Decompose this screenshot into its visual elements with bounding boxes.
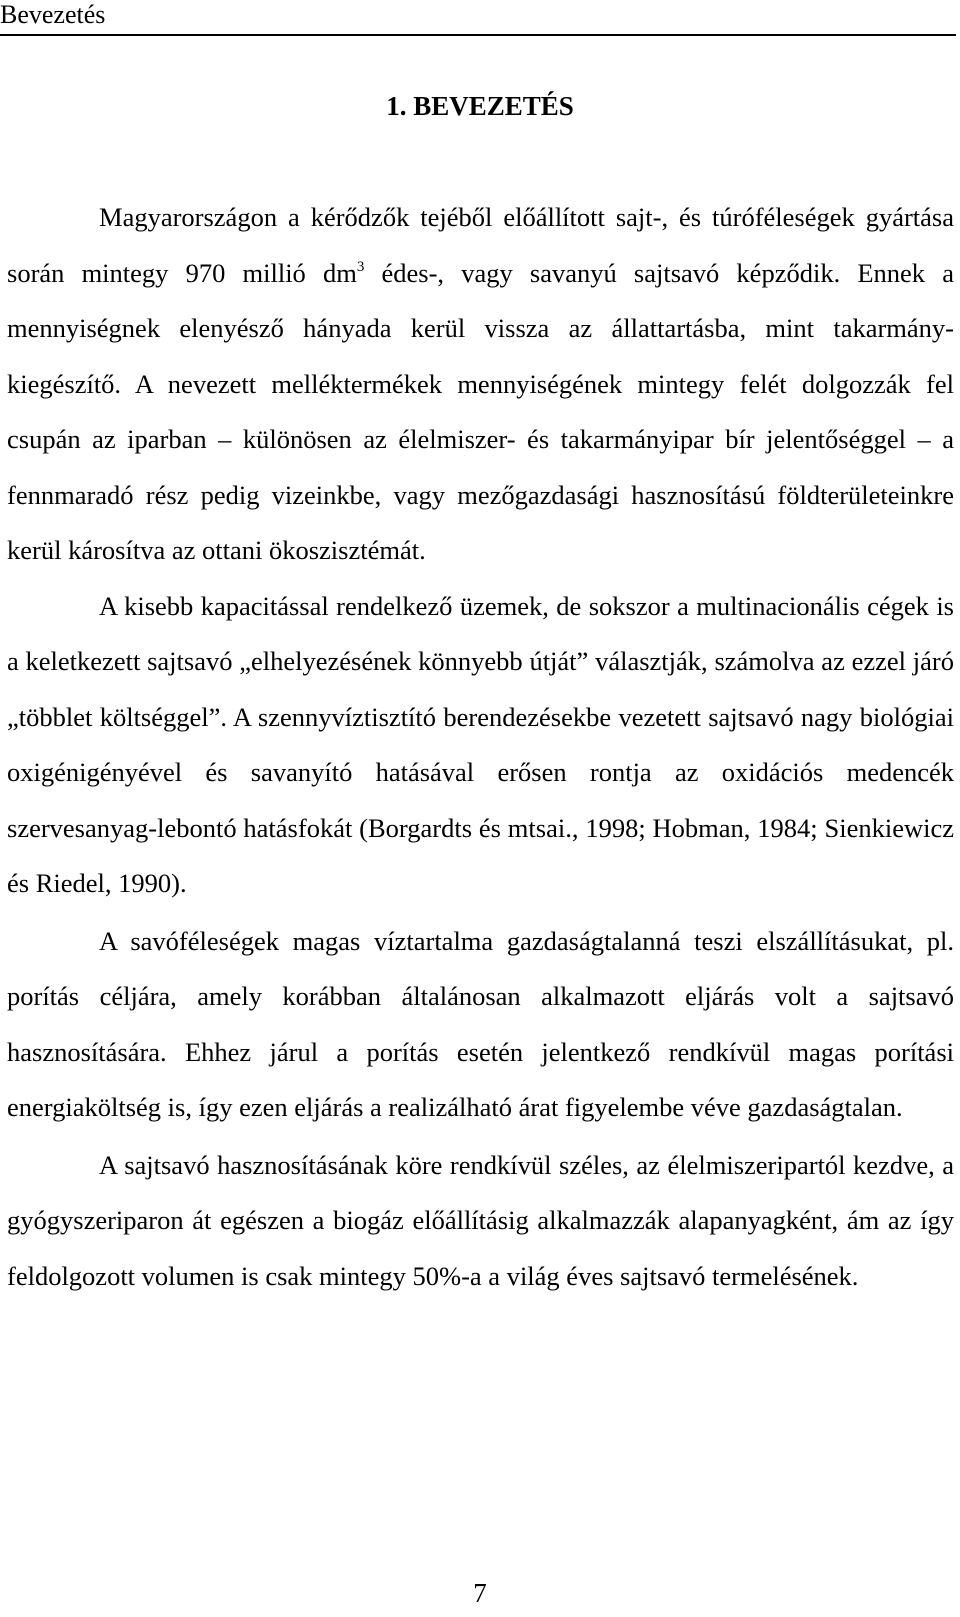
paragraph-2: A kisebb kapacitással rendelkező üzemek, de sokszor a multinacionális cégek is a keletkezett sajtsavó „elhelyezésének könnyebb útját” választják, számolva az ezzel járó „többlet költséggel”. A szennyvíztisztító berendezésekbe vezetett sajtsavó nagy biológiai oxigénigényével és savanyító hatásával erősen rontja az oxidációs medencék szervesanyag-lebontó hatásfokát (Borgardts és mtsai., 1998; Hobman, 1984; Sienkiewicz és Riedel, 1990). <box>7 590 954 898</box>
body-text <box>7 190 954 1304</box>
chapter-title: 1. BEVEZETÉS <box>386 91 574 121</box>
paragraph-1-text-a: Magyarországon a kérődzők tejéből előállított sajt-, és túróféleségek gyártása során mintegy 970 millió dm <box>7 202 954 288</box>
paragraph-1 <box>7 190 954 579</box>
paragraph-1-text-b: édes-, vagy savanyú sajtsavó képződik. Ennek a mennyiségnek elenyésző hányada kerül vissza az állattartásba, mint takarmány-kiegészítő. A nevezett melléktermékek mennyiségének mintegy felét dolgozzák fel csupán az iparban – különösen az élelmiszer- és takarmányipar bír jelentőséggel – a fennmaradó rész pedig vizeinkbe, vagy mezőgazdasági hasznosítású földterületeinkre kerül károsítva az ottani ökoszisztémát. <box>7 257 954 565</box>
paragraph-4: A sajtsavó hasznosításának köre rendkívül széles, az élelmiszeripartól kezdve, a gyógyszeriparon át egészen a biogáz előállításig alkalmazzák alapanyagként, ám az így feldolgozott volumen is csak mintegy 50%-a a világ éves sajtsavó termelésének. <box>7 1149 954 1291</box>
header-divider <box>0 34 956 36</box>
running-header: Bevezetés <box>0 0 106 29</box>
unit-superscript: 3 <box>356 258 365 275</box>
page-number: 7 <box>473 1578 487 1608</box>
paragraph-3: A savóféleségek magas víztartalma gazdaságtalanná teszi elszállításukat, pl. porítás céljára, amely korábban általánosan alkalmazott eljárás volt a sajtsavó hasznosítására. Ehhez járul a porítás esetén jelentkező rendkívül magas porítási energiaköltség is, így ezen eljárás a realizálható árat figyelembe véve gazdaságtalan. <box>7 925 954 1122</box>
